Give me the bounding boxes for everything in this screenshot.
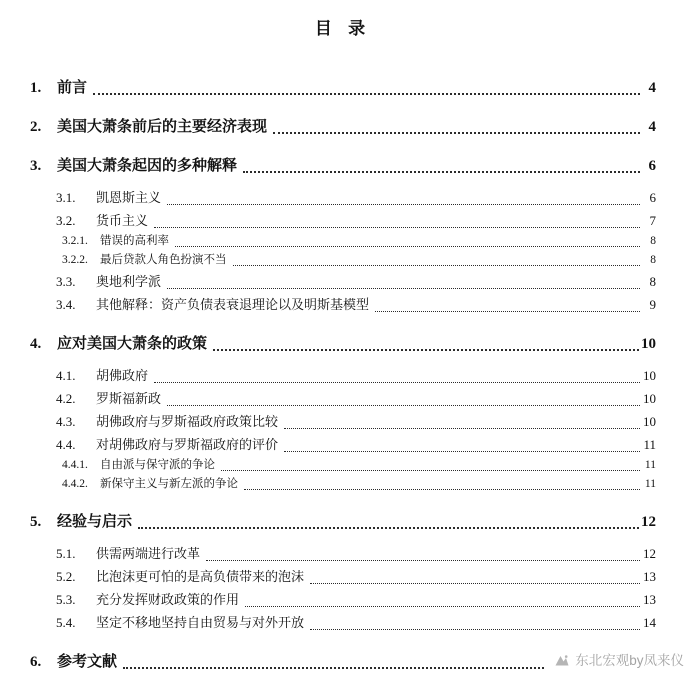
toc-entry-number: 4.1. [56, 368, 76, 383]
toc-entry-number: 3.3. [56, 274, 76, 289]
toc-entry-title: 比泡沫更可怕的是高负债带来的泡沫 [96, 569, 305, 584]
toc-entry [30, 364, 656, 387]
toc-dotted-leader [310, 629, 640, 630]
toc-entry-title: 错误的高利率 [100, 235, 169, 247]
toc-entry-page: 11 [643, 437, 656, 452]
toc-entry [30, 209, 656, 232]
toc-entry-title: 货币主义 [96, 213, 149, 228]
watermark-logo-icon [554, 653, 570, 669]
toc-entry [30, 333, 656, 355]
toc-entry-number: 3. [30, 158, 42, 174]
toc-entry [30, 410, 656, 433]
toc-entry [30, 293, 656, 316]
toc-entry-page: 4 [648, 119, 656, 135]
toc-entry-title: 最后贷款人角色扮演不当 [100, 254, 227, 266]
toc-dotted-leader [310, 583, 640, 584]
toc-entry [30, 611, 656, 634]
toc-list [30, 77, 656, 673]
toc-dotted-leader [154, 382, 640, 383]
toc-entry [30, 186, 656, 209]
toc-entry-page: 11 [644, 478, 656, 490]
toc-entry-page: 10 [643, 391, 656, 406]
toc-entry-number: 6. [30, 654, 42, 670]
toc-entry [30, 456, 656, 475]
toc-entry-title: 应对美国大萧条的政策 [57, 336, 208, 352]
toc-entry [30, 475, 656, 494]
toc-entry-page: 11 [644, 459, 656, 471]
watermark-text: 东北宏观by凤来仪 [575, 653, 684, 668]
toc-dotted-leader [245, 606, 640, 607]
toc-dotted-leader [93, 93, 640, 95]
toc-dotted-leader [175, 246, 640, 247]
toc-entry-title: 胡佛政府 [96, 368, 149, 383]
toc-entry-number: 4.4. [56, 437, 76, 452]
toc-entry-title: 罗斯福新政 [96, 391, 162, 406]
toc-entry-title: 前言 [57, 80, 88, 96]
toc-entry-title: 参考文献 [57, 654, 118, 670]
toc-entry-page: 13 [643, 592, 656, 607]
toc-entry-page: 8 [649, 274, 656, 289]
toc-entry-number: 4.2. [56, 391, 76, 406]
toc-entry [30, 387, 656, 410]
toc-dotted-leader [154, 227, 640, 228]
toc-entry-page: 14 [643, 615, 656, 630]
toc-entry-number: 5.3. [56, 592, 76, 607]
watermark [546, 650, 686, 672]
toc-entry-number: 4.4.1. [62, 459, 88, 471]
page-title: 目 录 [314, 19, 372, 38]
toc-entry-number: 4. [30, 336, 42, 352]
toc-dotted-leader [206, 560, 640, 561]
toc-entry-title: 经验与启示 [57, 514, 133, 530]
toc-entry-page: 10 [643, 414, 656, 429]
toc-entry [30, 542, 656, 565]
toc-dotted-leader [284, 428, 640, 429]
toc-entry-title: 自由派与保守派的争论 [100, 459, 215, 471]
toc-entry [30, 251, 656, 270]
toc-entry-page: 12 [643, 546, 656, 561]
toc-entry [30, 270, 656, 293]
toc-entry [30, 77, 656, 99]
toc-entry-page: 4 [648, 80, 656, 96]
toc-dotted-leader [233, 265, 641, 266]
toc-entry-title: 充分发挥财政政策的作用 [96, 592, 240, 607]
toc-entry-title: 美国大萧条起因的多种解释 [57, 158, 238, 174]
toc-entry-number: 3.1. [56, 190, 76, 205]
toc-entry-title: 供需两端进行改革 [96, 546, 201, 561]
toc-entry-number: 3.2.1. [62, 235, 88, 247]
toc-entry [30, 433, 656, 456]
toc-entry-page: 10 [641, 336, 656, 352]
toc-entry-title: 凯恩斯主义 [96, 190, 162, 205]
toc-entry-title: 对胡佛政府与罗斯福政府的评价 [96, 437, 279, 452]
toc-entry-page: 7 [649, 213, 656, 228]
toc-entry [30, 588, 656, 611]
toc-entry [30, 116, 656, 138]
toc-dotted-leader [375, 311, 640, 312]
toc-entry-number: 4.4.2. [62, 478, 88, 490]
toc-entry-title: 胡佛政府与罗斯福政府政策比较 [96, 414, 279, 429]
toc-entry-title: 美国大萧条前后的主要经济表现 [57, 119, 268, 135]
toc-dotted-leader [167, 288, 640, 289]
toc-entry-number: 5.2. [56, 569, 76, 584]
toc-dotted-leader [138, 527, 639, 529]
toc-entry [30, 232, 656, 251]
toc-dotted-leader [213, 349, 639, 351]
toc-entry-title: 新保守主义与新左派的争论 [100, 478, 238, 490]
toc-entry-page: 9 [649, 297, 656, 312]
toc-dotted-leader [167, 204, 640, 205]
toc-entry-number: 3.4. [56, 297, 76, 312]
toc-entry-page: 8 [650, 254, 656, 266]
toc-entry-number: 2. [30, 119, 42, 135]
toc-dotted-leader [167, 405, 640, 406]
toc-entry [30, 155, 656, 177]
toc-entry-page: 13 [643, 569, 656, 584]
toc-dotted-leader [284, 451, 640, 452]
toc-dotted-leader [273, 132, 640, 134]
toc-entry-page: 10 [643, 368, 656, 383]
toc-entry-number: 1. [30, 80, 42, 96]
toc-entry-title: 奥地利学派 [96, 274, 162, 289]
toc-entry-page: 6 [649, 190, 656, 205]
toc-dotted-leader [244, 489, 640, 490]
toc-entry-page: 6 [648, 158, 656, 174]
toc-entry-number: 5. [30, 514, 42, 530]
toc-entry-title: 其他解释：资产负债表衰退理论以及明斯基模型 [96, 297, 370, 312]
toc-entry-page: 8 [650, 235, 656, 247]
toc-dotted-leader [243, 171, 640, 173]
toc-entry-number: 5.4. [56, 615, 76, 630]
toc-entry-title: 坚定不移地坚持自由贸易与对外开放 [96, 615, 305, 630]
toc-entry-page: 12 [641, 514, 656, 530]
toc-entry-number: 5.1. [56, 546, 76, 561]
toc-entry [30, 511, 656, 533]
toc-entry-number: 3.2.2. [62, 254, 88, 266]
toc-dotted-leader [221, 470, 640, 471]
toc-entry-number: 4.3. [56, 414, 76, 429]
toc-entry [30, 565, 656, 588]
toc-entry-number: 3.2. [56, 213, 76, 228]
